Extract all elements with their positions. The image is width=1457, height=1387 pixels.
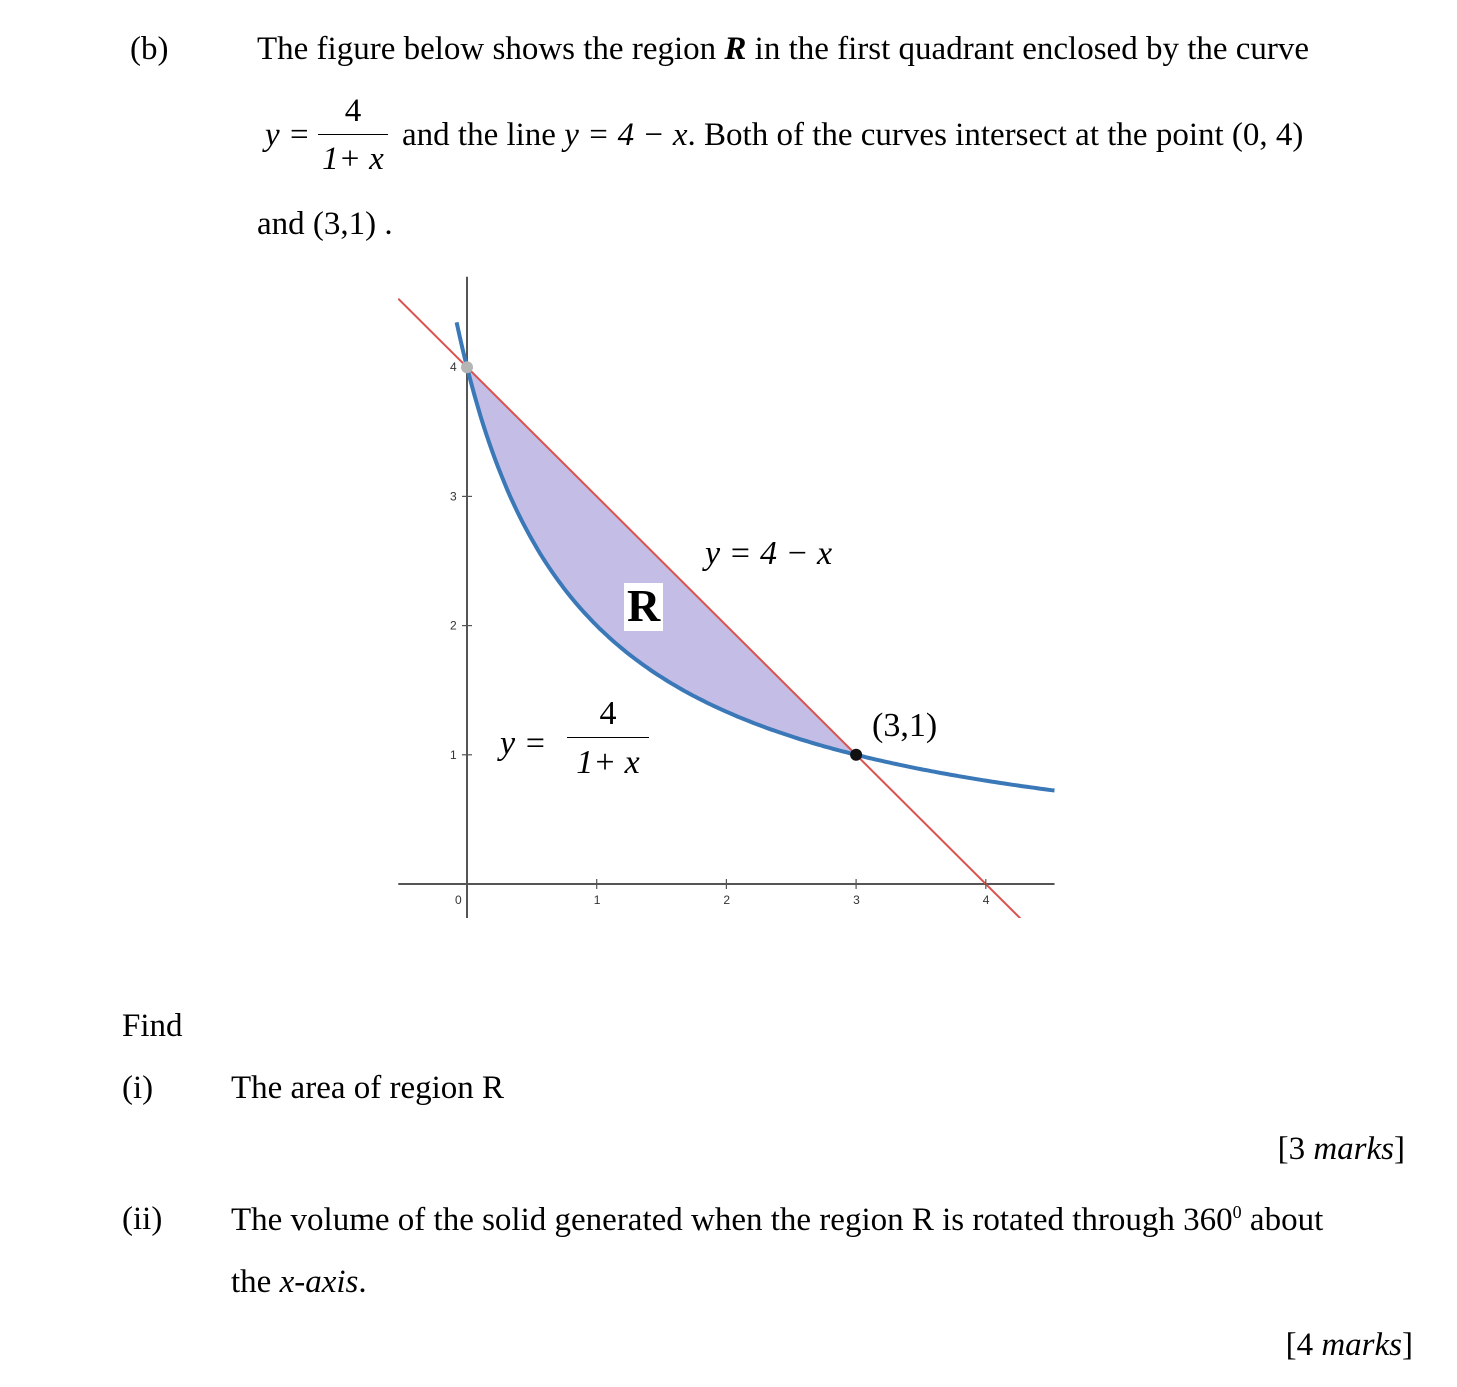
q1-marks-num: [3 [1277, 1131, 1314, 1167]
q1-label: (i) [122, 1070, 154, 1106]
q1-marks [1278, 1133, 1405, 1166]
q1-marks-word: marks [1313, 1131, 1394, 1167]
q2-marks-num: [4 [1285, 1327, 1322, 1363]
find-heading: Find [122, 1008, 183, 1044]
curve-label-numerator: 4 [599, 695, 617, 732]
curve-eq-numerator: 4 [344, 93, 362, 129]
q2-text [231, 1203, 1323, 1237]
curve-eq-denominator: 1+ x [322, 141, 384, 177]
point-label: (3,1) [872, 707, 938, 744]
q1-marks-end: ] [1394, 1131, 1405, 1167]
curve-eq-lhs: y = [265, 117, 311, 153]
intro-text-d: . Both of the curves intersect at the point [687, 117, 1232, 153]
point-3-1-marker [850, 749, 862, 761]
part-label: (b) [130, 31, 169, 67]
q2-marks [1286, 1329, 1413, 1362]
point-0-4: (0, 4) [1231, 117, 1304, 153]
intro-text-a: The figure below shows the region [257, 31, 725, 67]
q2-marks-end: ] [1402, 1327, 1413, 1363]
y-tick-label-1: 1 [450, 747, 457, 762]
x-tick-label-2: 2 [723, 893, 731, 907]
line-y-4-minus-x [398, 299, 1021, 919]
q2-label: (ii) [122, 1201, 163, 1237]
curve-label-bar [567, 737, 649, 738]
curve-label-lhs: y = [500, 725, 547, 762]
intro-text-f: . [376, 206, 393, 242]
line-eq: y = 4 − x [564, 117, 688, 153]
q2-line2-a: the [231, 1264, 280, 1300]
q2-axis: x-axis [279, 1264, 359, 1300]
q1-text: The area of region R [231, 1070, 505, 1106]
point-0-4-marker [461, 361, 473, 373]
curve-label-denominator: 1+ x [576, 744, 640, 781]
q2-text-a: The volume of the solid generated when the region R is rotated through [231, 1202, 1184, 1238]
x-tick-label-0: 0 [455, 893, 462, 907]
line-label: y = 4 − x [705, 535, 833, 572]
point-3-1: (3,1) [312, 206, 377, 242]
y-tick-label-3: 3 [450, 489, 457, 504]
curve-label-fraction [567, 697, 649, 780]
q2-angle-sup: 0 [1232, 1202, 1242, 1222]
q2-marks-word: marks [1321, 1327, 1402, 1363]
intro-text-c: and the line [402, 117, 565, 153]
region-symbol: R [724, 31, 747, 67]
x-tick-label-3: 3 [853, 893, 860, 907]
y-tick-label-2: 2 [450, 618, 457, 633]
region-r-label: R [624, 583, 663, 631]
intro-text-b: in the first quadrant enclosed by the curve [746, 31, 1310, 67]
x-tick-label-4: 4 [982, 893, 990, 907]
x-tick-label-1: 1 [593, 893, 601, 907]
q2-angle: 360 [1183, 1202, 1233, 1238]
q2-line2-b: . [358, 1264, 367, 1300]
intro-text-e: and [257, 206, 313, 242]
q2-text-b: about [1241, 1202, 1324, 1238]
q2-text-line-2 [231, 1266, 367, 1299]
y-tick-label-4: 4 [450, 360, 457, 375]
